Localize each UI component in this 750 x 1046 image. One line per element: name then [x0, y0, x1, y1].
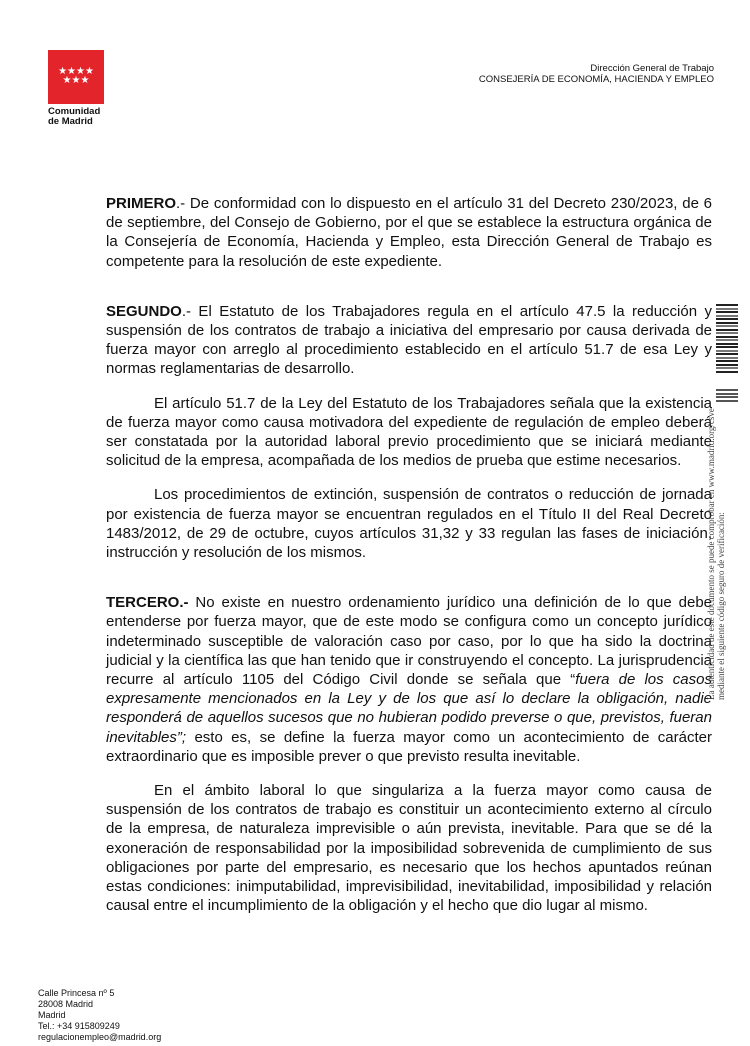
quote-codigo-civil: fuera de los casos expresamente mencionados en la Ley y de los que así lo declare la obligación, nadie responderá de aquellos sucesos que no hubieran podido preverse o que, previstos, fueran inevitables”;	[106, 671, 712, 746]
department-name: Dirección General de Trabajo	[590, 63, 714, 74]
paragraph-primero	[106, 194, 712, 271]
text-primero: .- De conformidad con lo dispuesto en el artículo 31 del Decreto 230/2023, de 6 de septiembre, del Consejo de Gobierno, por el que se establece la estructura orgánica de la Consejería de Economía, Hacienda y Empleo, esta Dirección General de Trabajo es competente para la resolución de este expediente.	[106, 195, 712, 270]
text-tercero-before: No existe en nuestro ordenamiento jurídico una definición de lo que debe entenderse por fuerza mayor, que de este modo se configura como un concepto jurídico indeterminado susceptible de valoración caso por caso, por lo que ha sido la doctrina judicial y la científica las que han tenido que ir construyendo el concepto. La jurisprudencia recurre al artículo 1105 del Código Civil donde se señala que “	[106, 594, 712, 689]
footer-city: Madrid	[38, 1010, 66, 1020]
lead-tercero: TERCERO.-	[106, 594, 189, 612]
text-tercero-after: esto es, se define la fuerza mayor como un acontecimiento de carácter extraordinario que es imposible prever o que previsto resulta inevitable.	[106, 728, 712, 765]
logo-line2: de Madrid	[48, 116, 93, 127]
verification-line1: La autenticidad de este documento se puede comprobar en www.madrid.org/csve	[706, 408, 716, 700]
stars-row-bottom: ★★★	[62, 75, 90, 86]
stars-row-top: ★★★★	[58, 66, 94, 77]
document-body	[106, 194, 712, 916]
footer-email: regulacionempleo@madrid.org	[38, 1032, 162, 1042]
logo-line1: Comunidad	[48, 106, 101, 117]
lead-primero: PRIMERO	[106, 195, 177, 212]
paragraph-tercero-2: En el ámbito laboral lo que singulariza a la fuerza mayor como causa de suspensión de los contratos de trabajo es constituir un acontecimiento externo al círculo de la empresa, de naturaleza imprevisible o aún prevista, inevitable. Para que se dé la exoneración de responsabilidad por la imposibilidad sobrevenida de cumplimiento de sus obligaciones por parte del empresario, es necesario que los hechos apuntados reúnan estas condiciones: inimputabilidad, imprevisibilidad, inevitabilidad, imposibilidad y relación causal entre el incumplimiento de la obligación y el hecho que dio lugar al mismo.	[106, 782, 712, 915]
logo-text	[48, 107, 104, 127]
paragraph-segundo-2: El artículo 51.7 de la Ley del Estatuto de los Trabajadores señala que la existencia de fuerza mayor como causa motivadora del expediente de regulación de empleo deberá ser constatada por la autoridad laboral previo procedimiento que se iniciará mediante solicitud de la empresa, acompañada de los medios de prueba que estime necesarios.	[106, 394, 712, 470]
paragraph-tercero	[106, 593, 712, 766]
verification-note	[706, 400, 726, 700]
ministry-name: CONSEJERÍA DE ECONOMÍA, HACIENDA Y EMPLEO	[478, 74, 714, 85]
footer-contact	[38, 988, 161, 1043]
barcode-icon	[716, 304, 738, 374]
paragraph-segundo	[106, 302, 712, 379]
footer-phone: Tel.: +34 915809249	[38, 1021, 120, 1031]
lead-segundo: SEGUNDO	[106, 302, 182, 320]
paragraph-segundo-3: Los procedimientos de extinción, suspensión de contratos o reducción de jornada por existencia de fuerza mayor se encuentran regulados en el Título II del Real Decreto 1483/2012, de 29 de octubre, cuyos artículos 31,32 y 33 regulan las fases de iniciación, instrucción y resolución de los mismos.	[106, 486, 712, 562]
text-segundo: .- El Estatuto de los Trabajadores regula en el artículo 47.5 la reducción y suspensión de los contratos de trabajo a iniciativa del empresario por causa derivada de fuerza mayor con arreglo al procedimiento establecido en el artículo 51.7 de esa Ley y normas reglamentarias de desarrollo.	[106, 302, 712, 378]
footer-address: Calle Princesa nº 5	[38, 988, 115, 998]
comunidad-de-madrid-logo	[48, 50, 104, 127]
logo-red-square	[48, 50, 104, 104]
stars-icon	[48, 67, 104, 85]
footer-postal: 28008 Madrid	[38, 999, 94, 1009]
verification-line2: mediante el siguiente código seguro de verificación:	[716, 512, 726, 700]
header-department	[479, 63, 714, 85]
